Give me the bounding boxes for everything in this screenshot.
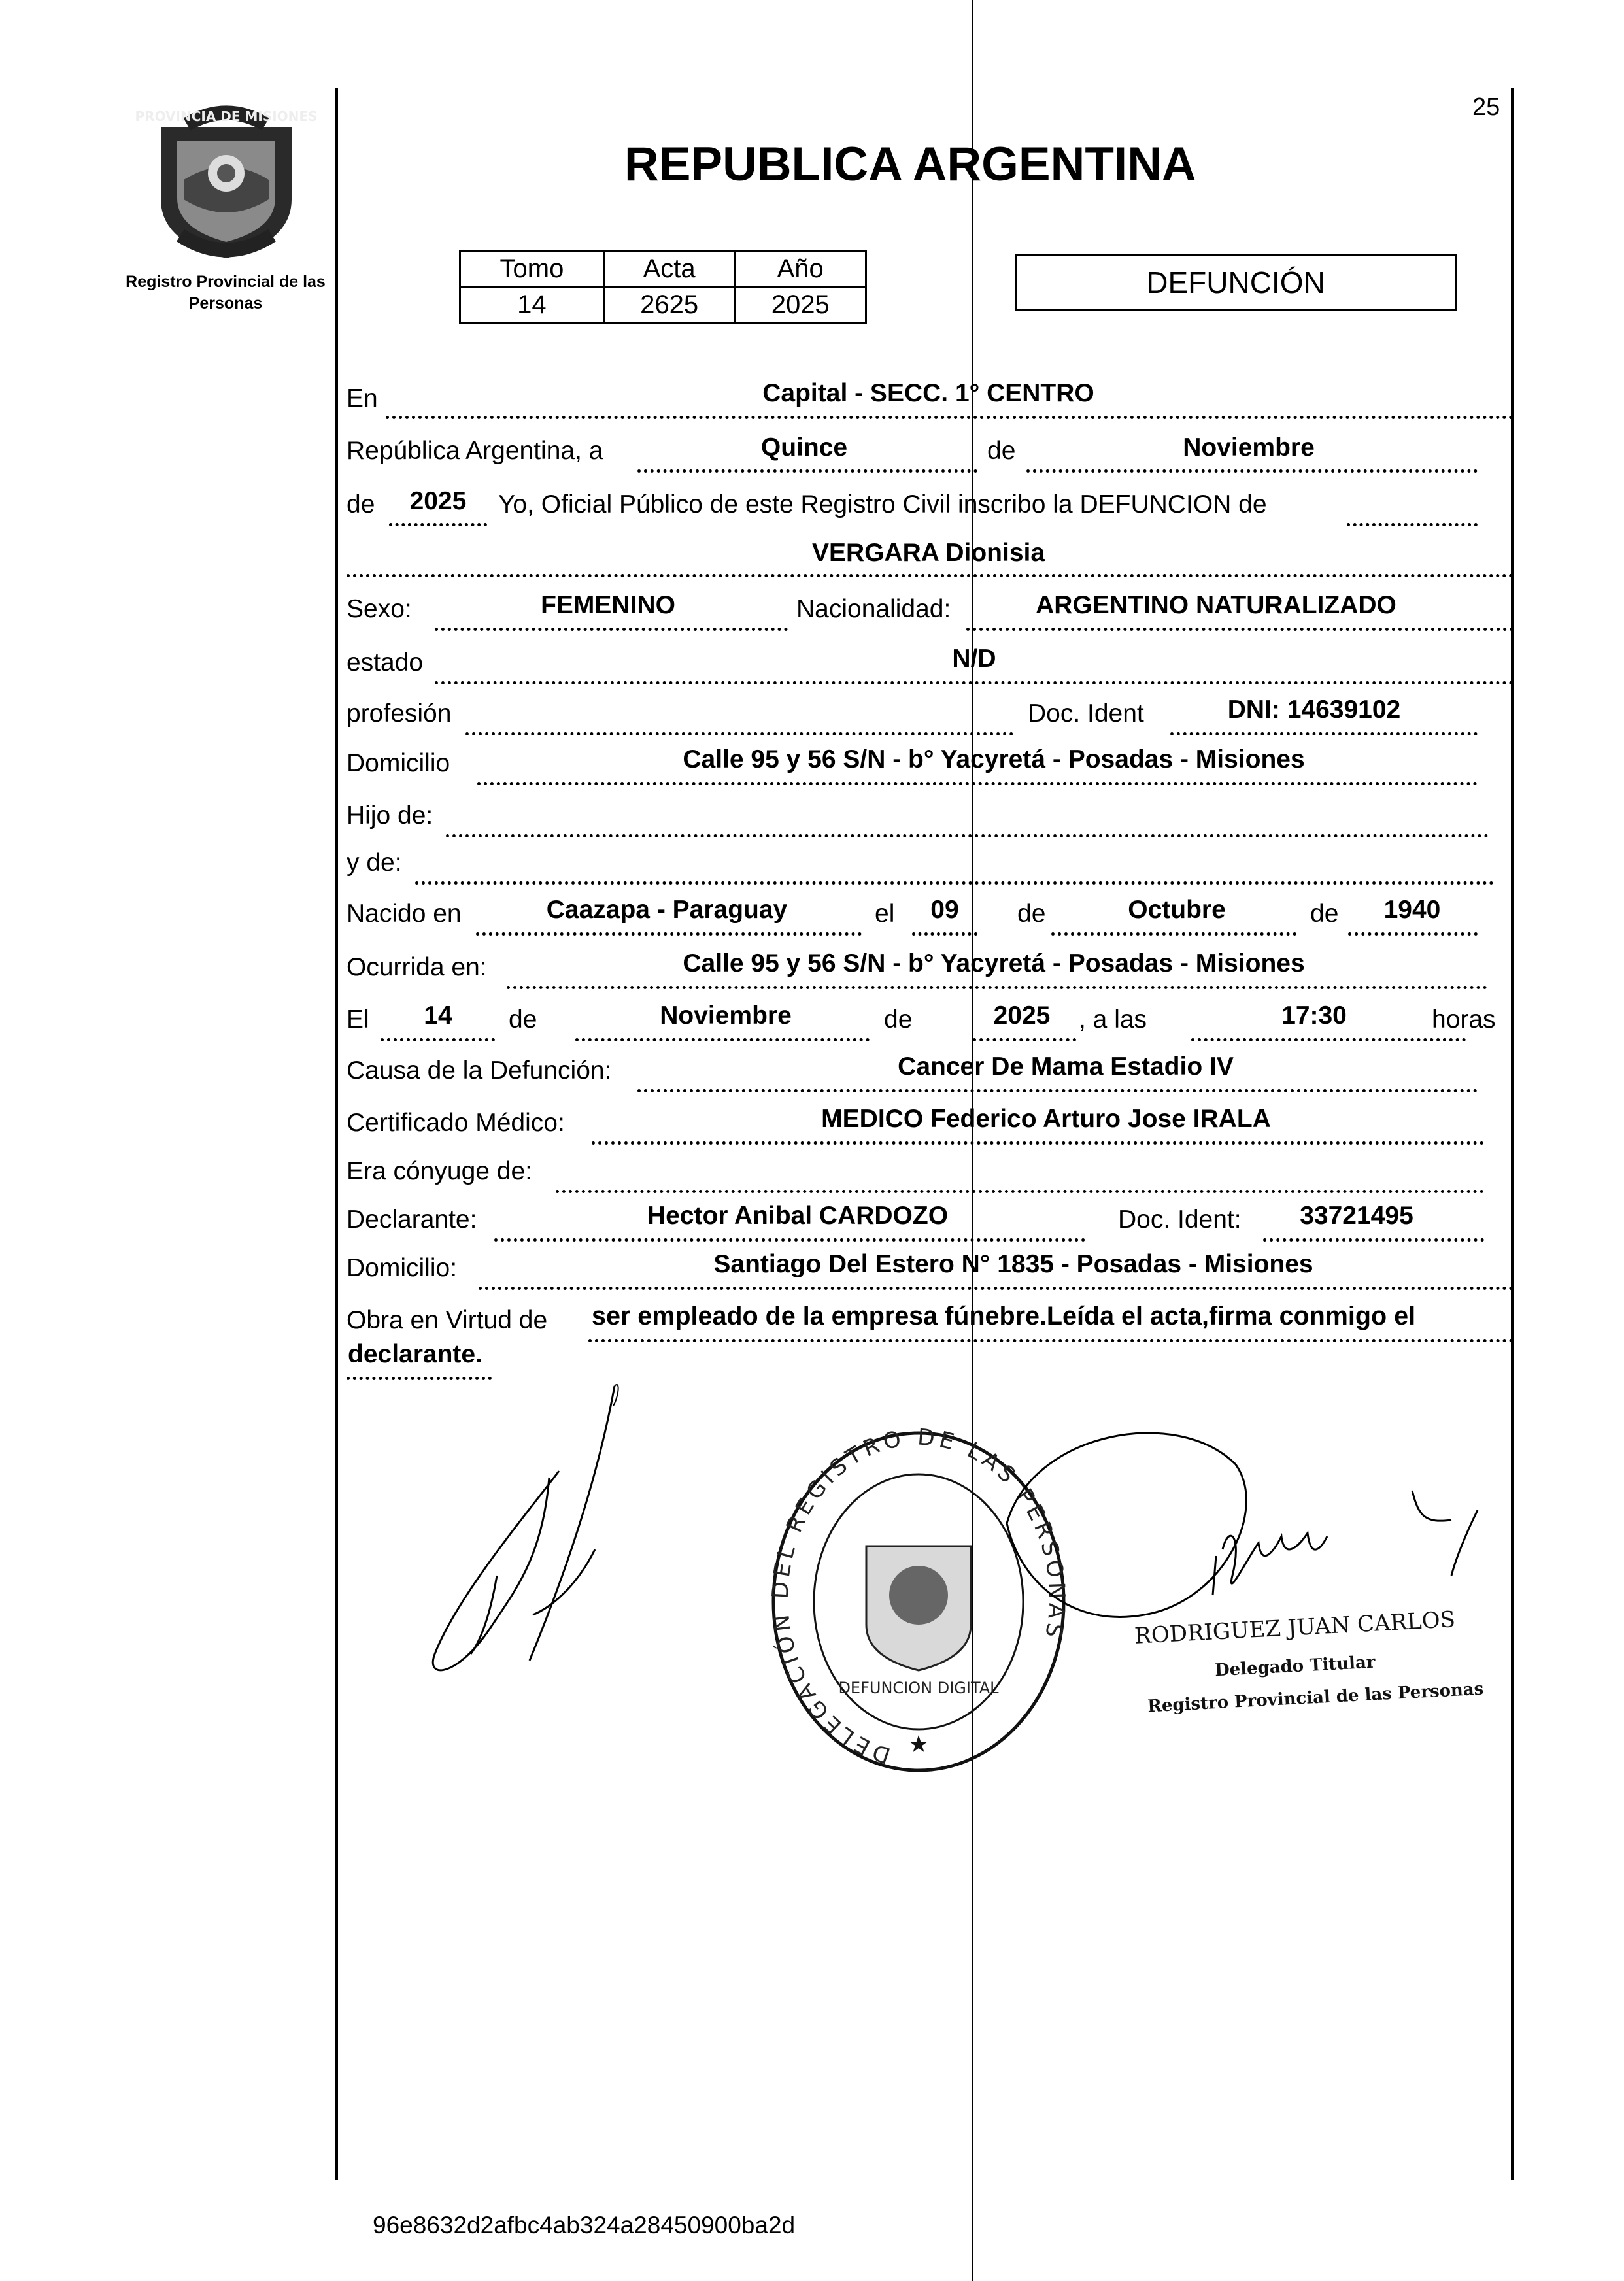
label-hijo-de: Hijo de:: [347, 802, 433, 830]
label-ocurrida-en: Ocurrida en:: [347, 953, 487, 981]
line-fallec-dia: [381, 1038, 495, 1041]
line-declarante-dom: [479, 1287, 1514, 1290]
line-nacido-anio: [1348, 932, 1478, 936]
official-name: RODRIGUEZ JUAN CARLOS: [1134, 1606, 1456, 1649]
doc-type: DEFUNCIÓN: [1146, 265, 1325, 299]
declarant-signature: [418, 1379, 641, 1680]
page-number: 25: [1472, 93, 1500, 121]
line-fallec-mes: [575, 1038, 870, 1041]
label-estado: estado: [347, 649, 424, 677]
label-el-cap: El: [347, 1005, 369, 1034]
line-nacido-dia: [912, 932, 977, 936]
line-profesion: [465, 732, 1013, 735]
page-title: REPUBLICA ARGENTINA: [624, 138, 1196, 191]
field-declarante-dom: Santiago Del Estero N° 1835 - Posadas - Misiones: [713, 1250, 1313, 1278]
label-doc-ident-2: Doc. Ident:: [1118, 1206, 1242, 1234]
label-conyuge: Era cónyuge de:: [347, 1157, 533, 1185]
label-en: En: [347, 384, 378, 413]
label-declarante: Declarante:: [347, 1206, 477, 1234]
line-nacido-mes: [1051, 932, 1296, 936]
label-doc-ident: Doc. Ident: [1028, 700, 1144, 728]
label-el: el: [875, 900, 895, 928]
field-doc: DNI: 14639102: [1227, 696, 1401, 724]
field-nacido-mes: Octubre: [1128, 896, 1226, 924]
field-fallec-dia: 14: [424, 1002, 452, 1030]
label-profesion: profesión: [347, 700, 452, 728]
logo-top-text: PROVINCIA DE MISIONES: [135, 109, 318, 124]
line-obra-1: [588, 1339, 1514, 1342]
right-margin-line: [1511, 88, 1514, 2180]
label-a-las: , a las: [1079, 1005, 1147, 1034]
label-horas: horas: [1432, 1005, 1496, 1034]
field-domicilio: Calle 95 y 56 S/N - b° Yacyretá - Posadas - Misiones: [683, 745, 1305, 773]
field-nacido-dia: 09: [930, 896, 959, 924]
label-certificado: Certificado Médico:: [347, 1109, 565, 1137]
line-nombre: [347, 574, 1514, 577]
label-nacido-en: Nacido en: [347, 900, 462, 928]
line-fallec-anio: [973, 1038, 1076, 1041]
line-nacionalidad: [966, 628, 1514, 631]
header-anio: Año: [735, 251, 866, 287]
field-certificado: MEDICO Federico Arturo Jose IRALA: [821, 1105, 1271, 1133]
stamp-star-icon: ★: [907, 1731, 930, 1757]
label-domicilio-2: Domicilio:: [347, 1254, 458, 1282]
official-office: Registro Provincial de las Personas: [1147, 1679, 1484, 1717]
field-fallec-anio: 2025: [993, 1002, 1051, 1030]
record-table: [459, 250, 867, 324]
label-de-1: de: [987, 437, 1016, 465]
line-hora: [1191, 1038, 1466, 1041]
line-dia: [637, 469, 977, 473]
document-hash: 96e8632d2afbc4ab324a28450900ba2d: [373, 2212, 796, 2239]
label-republica: República Argentina, a: [347, 437, 603, 465]
label-de-2: de: [347, 490, 375, 518]
field-obra-line1: ser empleado de la empresa fúnebre.Leída el acta,firma conmigo el: [592, 1302, 1416, 1330]
center-fold-line: [972, 0, 973, 2281]
line-conyuge: [556, 1190, 1484, 1193]
stamp-ring-text: DELEGACIÓN DEL REGISTRO DE LAS PERSONAS: [768, 1428, 1069, 1769]
line-hijo-de: [446, 834, 1489, 837]
field-fallec-mes: Noviembre: [660, 1002, 792, 1030]
line-ocurrida: [507, 986, 1487, 989]
field-sexo: FEMENINO: [541, 591, 675, 619]
label-de-4: de: [1310, 900, 1339, 928]
line-yo-end: [1347, 523, 1478, 526]
field-nacido-lugar: Caazapa - Paraguay: [546, 896, 788, 924]
label-y-de: y de:: [347, 849, 402, 877]
logo-caption: Registro Provincial de las Personas: [126, 273, 326, 313]
left-margin-line: [335, 88, 338, 2180]
stamp-inner-text: DEFUNCION DIGITAL: [838, 1679, 999, 1697]
line-declarante-doc: [1263, 1238, 1484, 1242]
official-title: Delegado Titular: [1214, 1652, 1376, 1681]
header-acta: Acta: [603, 251, 735, 287]
value-acta: 2625: [603, 287, 735, 323]
line-declarante: [494, 1238, 1085, 1242]
label-de-3: de: [1017, 900, 1046, 928]
line-sexo: [435, 628, 788, 631]
line-y-de: [415, 881, 1494, 885]
label-de-5: de: [509, 1005, 537, 1034]
line-domicilio: [477, 782, 1478, 785]
field-nacionalidad: ARGENTINO NATURALIZADO: [1036, 591, 1396, 619]
field-mes: Noviembre: [1183, 433, 1315, 462]
line-anio: [389, 523, 487, 526]
label-de-6: de: [884, 1005, 913, 1034]
field-declarante-doc: 33721495: [1300, 1202, 1413, 1230]
field-causa: Cancer De Mama Estadio IV: [898, 1053, 1234, 1081]
doc-type-box: [1015, 254, 1457, 311]
line-doc: [1170, 732, 1478, 735]
label-obra: Obra en Virtud de: [347, 1306, 548, 1334]
field-nacido-anio: 1940: [1383, 896, 1441, 924]
field-lugar: Capital - SECC. 1° CENTRO: [762, 379, 1094, 407]
value-anio: 2025: [735, 287, 866, 323]
header-tomo: Tomo: [460, 251, 604, 287]
field-nombre: VERGARA Dionisia: [811, 539, 1045, 567]
field-hora: 17:30: [1281, 1002, 1347, 1030]
line-certificado: [592, 1141, 1484, 1145]
field-estado: N/D: [952, 645, 996, 673]
field-ocurrida: Calle 95 y 56 S/N - b° Yacyretá - Posadas - Misiones: [683, 949, 1305, 977]
line-mes: [1026, 469, 1478, 473]
field-obra-line2: declarante.: [348, 1340, 482, 1368]
misiones-logo: [135, 101, 318, 262]
label-nacionalidad: Nacionalidad:: [796, 595, 951, 623]
label-yo: Yo, Oficial Público de este Registro Civil inscribo la DEFUNCION de: [498, 490, 1267, 518]
field-declarante: Hector Anibal CARDOZO: [647, 1202, 949, 1230]
label-sexo: Sexo:: [347, 595, 412, 623]
field-anio: 2025: [409, 487, 467, 515]
line-causa: [637, 1089, 1478, 1092]
label-domicilio: Domicilio: [347, 749, 450, 777]
line-en: [386, 416, 1514, 419]
field-dia-letras: Quince: [760, 433, 848, 462]
label-causa: Causa de la Defunción:: [347, 1056, 612, 1085]
line-estado: [435, 681, 1514, 684]
line-nacido-lugar: [476, 932, 862, 936]
value-tomo: 14: [460, 287, 604, 323]
